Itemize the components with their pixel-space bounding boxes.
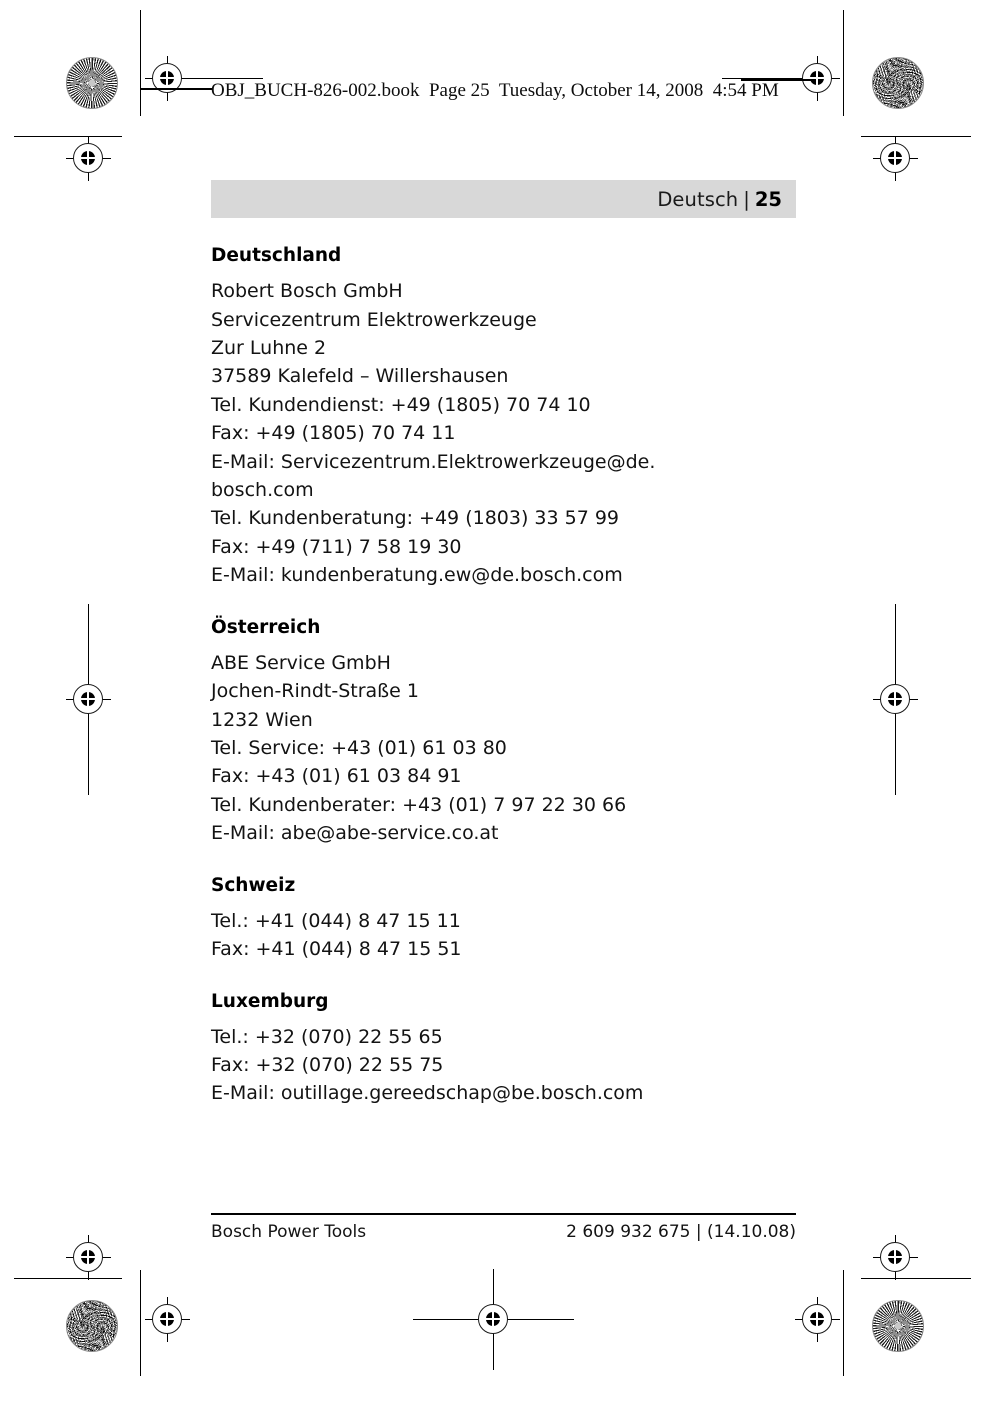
slug-line: OBJ_BUCH-826-002.book Page 25 Tuesday, October 14, 2008 4:54 PM — [211, 80, 779, 101]
crosshair-arm-up — [167, 1297, 168, 1319]
page-footer — [211, 1213, 796, 1242]
crosshair-arm-right — [494, 1319, 574, 1320]
registration-ring — [73, 684, 103, 714]
crosshair-arm-down — [88, 159, 89, 181]
crosshair-arm-up — [88, 136, 89, 158]
contact-section — [211, 616, 796, 848]
crosshair-arm-right — [818, 1319, 840, 1320]
section-line: E-Mail: outillage.gereedschap@be.bosch.com — [211, 1082, 644, 1105]
crosshair-arm-down — [895, 1258, 896, 1280]
contact-section — [211, 244, 796, 590]
registration-ring — [880, 684, 910, 714]
registration-ring — [802, 63, 832, 93]
registration-mark-icon — [873, 677, 919, 723]
registration-mark-icon — [471, 1297, 517, 1343]
registration-mark-icon — [66, 677, 112, 723]
section-line: Fax: +41 (044) 8 47 15 51 — [211, 938, 462, 961]
trim-line — [14, 136, 122, 137]
crosshair-arm-left — [66, 158, 88, 159]
crosshair-arm-up — [895, 136, 896, 158]
section-line: Tel.: +41 (044) 8 47 15 11 — [211, 909, 461, 932]
trim-line — [861, 136, 971, 137]
crosshair-arm-right — [168, 1319, 190, 1320]
crosshair-arm-left — [873, 699, 895, 700]
crosshair-arm-up — [88, 604, 89, 699]
section-line: Tel.: +32 (070) 22 55 65 — [211, 1025, 443, 1048]
crosshair-arm-left — [413, 1319, 493, 1320]
section-line: Fax: +43 (01) 61 03 84 91 — [211, 765, 462, 788]
footer-left-text: Bosch Power Tools — [211, 1222, 367, 1242]
crosshair-arm-down — [167, 79, 168, 101]
crosshair-arm-down — [88, 1258, 89, 1280]
crosshair-arm-up — [895, 1235, 896, 1257]
crosshair-arm-right — [896, 1257, 918, 1258]
registration-core — [81, 151, 95, 165]
section-line: Fax: +49 (1805) 70 74 11 — [211, 422, 456, 445]
registration-mark-icon — [66, 1235, 112, 1281]
crosshair-arm-down — [895, 159, 896, 181]
trim-line — [140, 1270, 141, 1376]
trim-line — [843, 10, 844, 116]
crosshair-arm-left — [66, 699, 88, 700]
contact-section — [211, 990, 796, 1108]
crosshair-arm-right — [896, 158, 918, 159]
crosshair-arm-left — [145, 78, 167, 79]
registration-mark-icon — [873, 136, 919, 182]
section-line: Fax: +32 (070) 22 55 75 — [211, 1054, 444, 1077]
registration-ring — [478, 1304, 508, 1334]
section-title: Luxemburg — [211, 990, 329, 1012]
crosshair-arm-down — [88, 700, 89, 795]
registration-core — [160, 1312, 174, 1326]
registration-ring — [880, 143, 910, 173]
section-line: Jochen-Rindt-Straße 1 — [211, 680, 419, 703]
registration-core — [888, 692, 902, 706]
registration-core — [160, 71, 174, 85]
trim-line — [14, 1278, 122, 1279]
section-line: bosch.com — [211, 478, 314, 501]
contact-sections — [211, 218, 796, 1108]
crosshair-arm-down — [817, 1320, 818, 1342]
registration-mark-icon — [66, 136, 112, 182]
crosshair-arm-left — [795, 1319, 817, 1320]
section-line: E-Mail: kundenberatung.ew@de.bosch.com — [211, 564, 623, 587]
section-line: E-Mail: abe@abe-service.co.at — [211, 822, 499, 845]
section-line: ABE Service GmbH — [211, 651, 391, 674]
starburst-target-icon — [66, 57, 118, 109]
trim-line — [843, 1270, 844, 1376]
registration-mark-icon — [145, 1297, 191, 1343]
crosshair-arm-left — [145, 1319, 167, 1320]
crosshair-arm-up — [88, 1235, 89, 1257]
trim-line — [140, 10, 141, 116]
section-title: Österreich — [211, 616, 321, 638]
registration-core — [810, 1312, 824, 1326]
crosshair-arm-right — [896, 699, 918, 700]
crosshair-arm-down — [167, 1320, 168, 1342]
registration-ring — [880, 1242, 910, 1272]
slug-rule-left — [140, 88, 212, 90]
page-header-separator: | — [743, 187, 750, 211]
crosshair-arm-up — [167, 56, 168, 78]
crosshair-arm-up — [817, 1297, 818, 1319]
section-line: Servicezentrum Elektrowerkzeuge — [211, 308, 537, 331]
crosshair-arm-right — [89, 699, 111, 700]
crosshair-arm-left — [873, 158, 895, 159]
page-header-page-number: 25 — [754, 187, 782, 211]
moire-target-icon — [66, 1300, 118, 1352]
crosshair-arm-right — [89, 158, 111, 159]
registration-core — [888, 151, 902, 165]
section-line: Tel. Kundenberater: +43 (01) 7 97 22 30 66 — [211, 793, 627, 816]
section-line: Zur Luhne 2 — [211, 336, 327, 359]
footer-right-text: 2 609 932 675 | (14.10.08) — [566, 1222, 796, 1242]
registration-ring — [73, 143, 103, 173]
section-line: E-Mail: Servicezentrum.Elektrowerkzeuge@de. — [211, 450, 656, 473]
crosshair-arm-down — [817, 79, 818, 101]
crosshair-arm-down — [895, 700, 896, 795]
section-line: 37589 Kalefeld – Willershausen — [211, 365, 509, 388]
crosshair-arm-up — [493, 1269, 494, 1319]
section-title: Schweiz — [211, 874, 296, 896]
registration-mark-icon — [795, 1297, 841, 1343]
registration-ring — [73, 1242, 103, 1272]
crosshair-arm-left — [66, 1257, 88, 1258]
crosshair-arm-down — [493, 1320, 494, 1370]
registration-core — [888, 1250, 902, 1264]
contact-section — [211, 874, 796, 964]
crosshair-arm-left — [873, 1257, 895, 1258]
crosshair-arm-up — [895, 604, 896, 699]
registration-core — [486, 1312, 500, 1326]
section-line: Robert Bosch GmbH — [211, 280, 403, 303]
starburst-target-icon — [872, 1300, 924, 1352]
moire-target-icon — [872, 57, 924, 109]
section-line: Fax: +49 (711) 7 58 19 30 — [211, 535, 462, 558]
crosshair-arm-right — [818, 78, 840, 79]
crosshair-arm-right — [89, 1257, 111, 1258]
registration-ring — [802, 1304, 832, 1334]
registration-core — [81, 692, 95, 706]
registration-core — [81, 1250, 95, 1264]
page-header-bar — [211, 180, 796, 218]
registration-core — [810, 71, 824, 85]
page-header-language: Deutsch — [657, 187, 739, 211]
crosshair-arm-up — [817, 56, 818, 78]
section-line: Tel. Kundendienst: +49 (1805) 70 74 10 — [211, 393, 591, 416]
registration-mark-icon — [873, 1235, 919, 1281]
registration-ring — [152, 1304, 182, 1334]
trim-line — [861, 1278, 971, 1279]
section-line: Tel. Service: +43 (01) 61 03 80 — [211, 736, 507, 759]
page-content — [211, 180, 796, 1134]
section-line: Tel. Kundenberatung: +49 (1803) 33 57 99 — [211, 507, 620, 530]
crosshair-arm-right — [168, 78, 263, 79]
section-line: 1232 Wien — [211, 708, 313, 731]
section-title: Deutschland — [211, 245, 342, 266]
registration-mark-icon — [145, 56, 191, 102]
